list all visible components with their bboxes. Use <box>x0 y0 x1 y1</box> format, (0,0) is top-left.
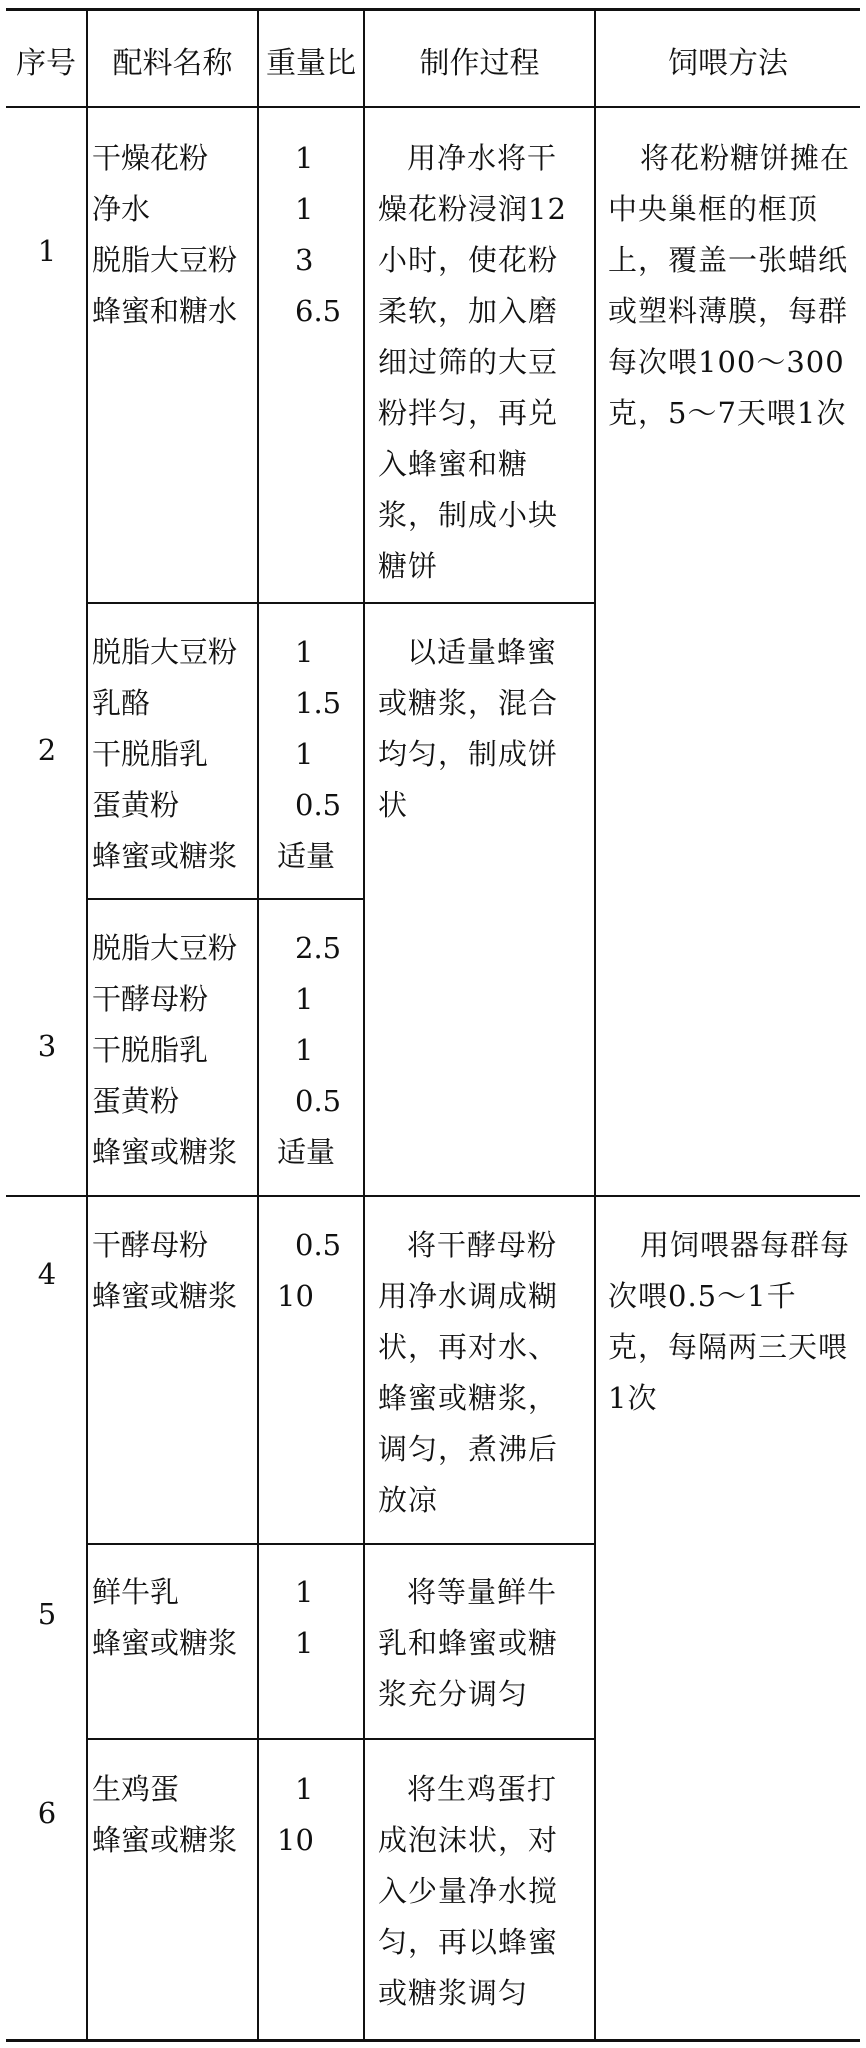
ingredient-list <box>92 1220 237 1322</box>
row-rule-4 <box>86 1543 594 1545</box>
ratio-value: 1 <box>295 1575 314 1609</box>
ingredient-name: 蜂蜜或糖浆 <box>92 1279 238 1313</box>
ratio-value: 1 <box>295 192 314 226</box>
ingredient-name: 鲜牛乳 <box>92 1575 180 1609</box>
ratio-value: 1 <box>295 1772 314 1806</box>
ingredient-list <box>92 1764 237 1866</box>
row-number: 2 <box>37 733 57 767</box>
col-line-3 <box>363 10 365 2040</box>
ingredient-list <box>92 923 237 1178</box>
process-text: 将等量鲜牛乳和蜂蜜或糖浆充分调匀 <box>378 1575 559 1711</box>
col-line-1 <box>86 10 88 2040</box>
row-rule-2 <box>86 898 363 900</box>
feeding-text: 将花粉糖饼摊在中央巢框的框顶上，覆盖一张蜡纸或塑料薄膜，每群每次喂100～300克，5～7天喂1次 <box>608 141 851 430</box>
ingredient-list <box>92 1567 237 1669</box>
row-number: 1 <box>37 234 57 268</box>
ingredient-name: 干酵母粉 <box>92 982 209 1016</box>
ratio-value: 0.5 <box>295 1228 342 1262</box>
ratio-value: 2.5 <box>295 931 342 965</box>
ratio-value: 10 <box>277 1823 314 1857</box>
ingredient-name: 乳酪 <box>92 686 151 720</box>
col-line-4 <box>594 10 596 2040</box>
ingredient-name: 脱脂大豆粉 <box>92 635 238 669</box>
table-bottom-rule <box>6 2039 860 2042</box>
ingredient-name: 蜂蜜或糖浆 <box>92 839 238 873</box>
ingredient-name: 蛋黄粉 <box>92 788 180 822</box>
header-feeding: 饲喂方法 <box>668 45 788 81</box>
row-number: 3 <box>37 1029 57 1063</box>
row-rule-5 <box>86 1738 594 1740</box>
ratio-value: 1 <box>295 1033 314 1067</box>
row-number: 5 <box>37 1597 57 1631</box>
col-line-2 <box>257 10 259 2040</box>
ingredient-name: 蛋黄粉 <box>92 1084 180 1118</box>
ratio-value: 1.5 <box>295 686 342 720</box>
ratio-value: 1 <box>295 982 314 1016</box>
ratio-value: 10 <box>277 1279 314 1313</box>
process-text: 将干酵母粉用净水调成糊状，再对水、蜂蜜或糖浆，调匀，煮沸后放凉 <box>378 1228 559 1517</box>
ratio-list <box>295 133 341 337</box>
ratio-value: 适量 <box>277 839 336 873</box>
ingredient-list <box>92 627 237 882</box>
process-text: 将生鸡蛋打成泡沫状，对入少量净水搅匀，再以蜂蜜或糖浆调匀 <box>378 1772 559 2010</box>
ratio-list <box>277 1764 314 1866</box>
header-ratio: 重量比 <box>266 45 356 81</box>
ingredient-name: 生鸡蛋 <box>92 1772 180 1806</box>
ratio-value: 适量 <box>277 1135 336 1169</box>
ratio-value: 0.5 <box>295 1084 342 1118</box>
row-rule-1 <box>86 602 594 604</box>
row-number: 6 <box>37 1796 57 1830</box>
ratio-list <box>295 1567 313 1669</box>
ratio-value: 1 <box>295 635 314 669</box>
ratio-list <box>277 627 341 882</box>
ingredient-name: 蜂蜜和糖水 <box>92 294 238 328</box>
ingredient-name: 脱脂大豆粉 <box>92 931 238 965</box>
ingredient-name: 净水 <box>92 192 151 226</box>
ratio-value: 1 <box>295 141 314 175</box>
ingredient-name: 蜂蜜或糖浆 <box>92 1135 238 1169</box>
ingredient-name: 干酵母粉 <box>92 1228 209 1262</box>
row-number: 4 <box>37 1257 57 1291</box>
ingredient-name: 蜂蜜或糖浆 <box>92 1823 238 1857</box>
ingredient-name: 蜂蜜或糖浆 <box>92 1626 238 1660</box>
header-process: 制作过程 <box>419 45 540 81</box>
ratio-value: 3 <box>295 243 314 277</box>
ingredient-name: 干燥花粉 <box>92 141 209 175</box>
feeding-text: 用饲喂器每群每次喂0.5～1千克，每隔两三天喂1次 <box>608 1228 851 1415</box>
process-text: 用净水将干燥花粉浸润12小时，使花粉柔软，加入磨细过筛的大豆粉拌匀，再兑入蜂蜜和糖浆，制成小块糖饼 <box>378 141 567 583</box>
ratio-value: 6.5 <box>295 294 342 328</box>
ratio-value: 1 <box>295 1626 314 1660</box>
ratio-list <box>277 1220 341 1322</box>
ingredient-name: 干脱脂乳 <box>92 737 209 771</box>
ingredient-name: 干脱脂乳 <box>92 1033 209 1067</box>
table-top-rule <box>6 8 860 11</box>
ingredient-name: 脱脂大豆粉 <box>92 243 238 277</box>
header-ingredients: 配料名称 <box>112 45 233 81</box>
row-rule-3 <box>6 1195 860 1197</box>
ratio-value: 1 <box>295 737 314 771</box>
ratio-list <box>277 923 341 1178</box>
ingredient-list <box>92 133 237 337</box>
header-no: 序号 <box>16 45 76 81</box>
ratio-value: 0.5 <box>295 788 342 822</box>
process-text: 以适量蜂蜜或糖浆，混合均匀，制成饼状 <box>378 635 559 822</box>
